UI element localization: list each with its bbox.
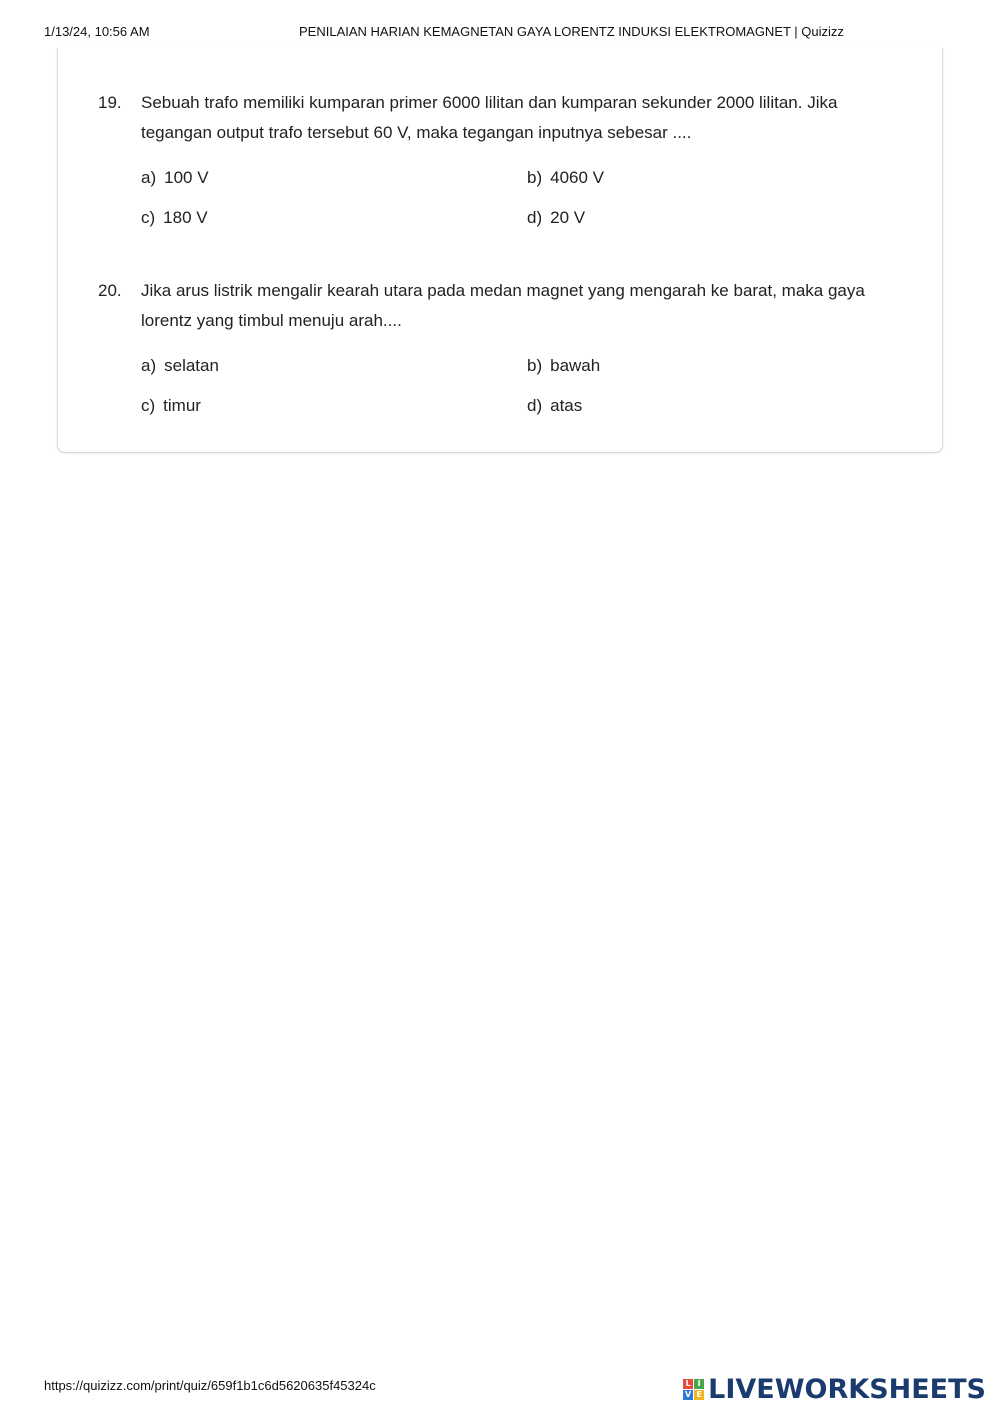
option-letter: b) bbox=[527, 356, 543, 375]
question-number: 19. bbox=[98, 93, 122, 112]
option-d bbox=[527, 394, 582, 418]
option-letter: d) bbox=[527, 396, 543, 415]
option-text: selatan bbox=[164, 356, 219, 375]
option-a bbox=[141, 166, 209, 190]
option-letter: a) bbox=[141, 356, 157, 375]
option-b bbox=[527, 166, 604, 190]
question-number: 20. bbox=[98, 281, 122, 300]
option-text: 4060 V bbox=[550, 168, 605, 187]
watermark-text: LIVEWORKSHEETS bbox=[708, 1373, 986, 1405]
option-text: 100 V bbox=[164, 168, 209, 187]
option-text: 180 V bbox=[163, 208, 208, 227]
question-text: Sebuah trafo memiliki kumparan primer 6000 lilitan dan kumparan sekunder 2000 lilitan. Jika tegangan output trafo tersebut 60 V, maka tegangan inputnya sebesar .... bbox=[141, 93, 838, 142]
question-card bbox=[57, 48, 943, 453]
option-letter: a) bbox=[141, 168, 157, 187]
option-letter: c) bbox=[141, 208, 156, 227]
print-header bbox=[44, 24, 956, 42]
liveworksheets-watermark bbox=[683, 1374, 986, 1404]
option-letter: c) bbox=[141, 396, 156, 415]
option-c bbox=[141, 206, 208, 230]
option-d bbox=[527, 206, 585, 230]
option-a bbox=[141, 354, 219, 378]
option-b bbox=[527, 354, 600, 378]
option-text: atas bbox=[550, 396, 583, 415]
option-letter: d) bbox=[527, 208, 543, 227]
liveworksheets-logo-icon: L I V E bbox=[683, 1379, 704, 1400]
option-letter: b) bbox=[527, 168, 543, 187]
print-footer bbox=[44, 1374, 986, 1404]
option-text: 20 V bbox=[550, 208, 586, 227]
print-datetime: 1/13/24, 10:56 AM bbox=[44, 24, 150, 39]
print-page-title: PENILAIAN HARIAN KEMAGNETAN GAYA LORENTZ INDUKSI ELEKTROMAGNET | Quizizz bbox=[299, 24, 844, 39]
question-text: Jika arus listrik mengalir kearah utara pada medan magnet yang mengarah ke barat, maka gaya lorentz yang timbul menuju arah.... bbox=[141, 281, 865, 330]
print-url: https://quizizz.com/print/quiz/659f1b1c6d5620635f45324c bbox=[44, 1378, 376, 1393]
option-text: timur bbox=[163, 396, 201, 415]
option-text: bawah bbox=[550, 356, 601, 375]
option-c bbox=[141, 394, 201, 418]
